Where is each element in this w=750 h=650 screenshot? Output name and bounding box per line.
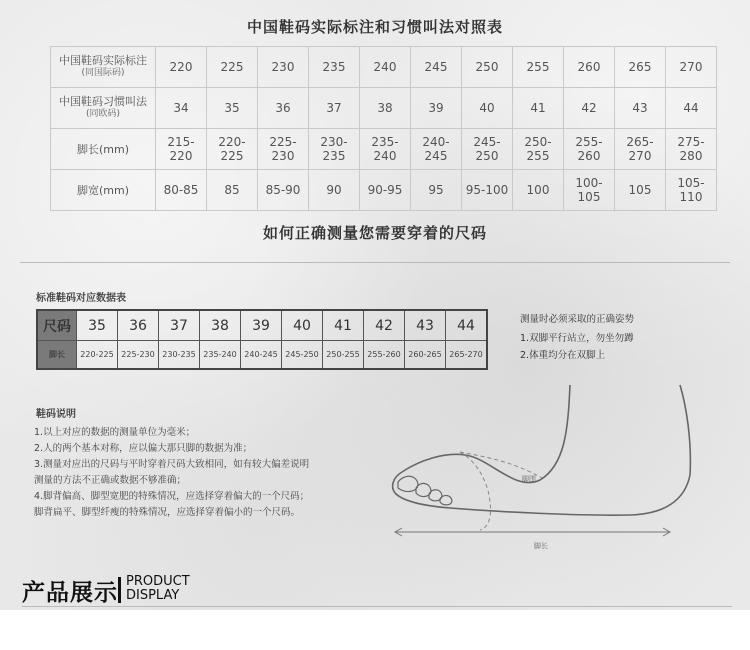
- header-underline: [22, 606, 732, 607]
- note-line: 测量的方法不正确或数据不够准确；: [34, 475, 187, 486]
- size-cell: 40: [282, 310, 323, 341]
- note-line: 1.以上对应的数据的测量单位为毫米；: [34, 427, 196, 438]
- size-table-row: [51, 170, 717, 211]
- size-notes-title: 鞋码说明: [36, 409, 76, 420]
- table-cell: 225: [207, 47, 258, 88]
- table-cell: 95: [411, 170, 462, 211]
- table-cell: 260: [564, 47, 615, 88]
- table-cell: 43: [615, 88, 666, 129]
- table-cell: 255: [513, 47, 564, 88]
- foot-illustration: [380, 360, 750, 570]
- table-cell: 37: [309, 88, 360, 129]
- table-cell: 230: [258, 47, 309, 88]
- table-cell: 275-280: [666, 129, 717, 170]
- table-cell: 250-255: [513, 129, 564, 170]
- table-cell: 85-90: [258, 170, 309, 211]
- length-cell: 255-260: [364, 341, 405, 370]
- foot-width-label: 脚围: [522, 475, 536, 483]
- table-cell: 105-110: [666, 170, 717, 211]
- table-cell: 270: [666, 47, 717, 88]
- posture-line: 1.双脚平行站立，勿坐勿蹲: [520, 333, 634, 344]
- table-cell: 34: [156, 88, 207, 129]
- table-cell: 100-105: [564, 170, 615, 211]
- table-cell: 265-270: [615, 129, 666, 170]
- note-line: 脚背扁平、脚型纤瘦的特殊情况，应选择穿着偏小的一个尺码。: [34, 507, 301, 518]
- size-cell: 37: [159, 310, 200, 341]
- length-cell: 245-250: [282, 341, 323, 370]
- table-cell: 41: [513, 88, 564, 129]
- standard-size-table-title: 标准鞋码对应数据表: [36, 293, 126, 304]
- posture-line: 2.体重均分在双脚上: [520, 350, 606, 361]
- measure-guide-title: 如何正确测量您需要穿着的尺码: [262, 224, 487, 242]
- length-cell: 220-225: [77, 341, 118, 370]
- table-cell: 250: [462, 47, 513, 88]
- size-table-row: [51, 129, 717, 170]
- row-header-label: 中国鞋码实际标注: [59, 54, 147, 67]
- table-cell: 85: [207, 170, 258, 211]
- row-header-sublabel: (同欧码): [85, 109, 121, 119]
- size-cell: 44: [446, 310, 488, 341]
- length-cell: 250-255: [323, 341, 364, 370]
- product-display-header: [22, 573, 732, 607]
- table-cell: 245: [411, 47, 462, 88]
- toe: [440, 495, 452, 504]
- table-cell: 220: [156, 47, 207, 88]
- posture-title: 测量时必须采取的正确姿势: [520, 314, 635, 325]
- note-line: 3.测量对应出的尺码与平时穿着尺码大致相同，如有较大偏差说明: [34, 459, 310, 470]
- table-cell: 240-245: [411, 129, 462, 170]
- row-header: [51, 47, 156, 88]
- table-cell: 240: [360, 47, 411, 88]
- table-cell: 95-100: [462, 170, 513, 211]
- foot-outline: [393, 385, 691, 515]
- row-header: [51, 129, 156, 170]
- note-line: 2.人的两个基本对称，应以偏大那只脚的数据为准；: [34, 443, 253, 454]
- size-cell: 39: [241, 310, 282, 341]
- length-cell: 240-245: [241, 341, 282, 370]
- length-cell: 260-265: [405, 341, 446, 370]
- table-cell: 38: [360, 88, 411, 129]
- table-cell: 265: [615, 47, 666, 88]
- table-cell: 40: [462, 88, 513, 129]
- table-cell: 215-220: [156, 129, 207, 170]
- title-bar: [118, 577, 121, 603]
- size-table-row: [51, 88, 717, 129]
- length-cell: 225-230: [118, 341, 159, 370]
- size-cell: 36: [118, 310, 159, 341]
- table-cell: 225-230: [258, 129, 309, 170]
- toe: [398, 476, 418, 491]
- size-cell: 41: [323, 310, 364, 341]
- length-cell: 265-270: [446, 341, 488, 370]
- length-cell: 230-235: [159, 341, 200, 370]
- length-row-label: 脚长: [37, 341, 77, 370]
- product-display-title: 产品展示: [22, 580, 118, 606]
- table-cell: 235: [309, 47, 360, 88]
- table-cell: 235-240: [360, 129, 411, 170]
- measurement-posture: [520, 311, 634, 364]
- size-notes: [34, 425, 379, 521]
- product-display-en-line2: DISPLAY: [126, 588, 180, 603]
- table-cell: 230-235: [309, 129, 360, 170]
- row-header-sublabel: (同国际码): [81, 68, 125, 78]
- table-cell: 39: [411, 88, 462, 129]
- table-cell: 245-250: [462, 129, 513, 170]
- row-header: [51, 170, 156, 211]
- size-row-label: 尺码: [37, 310, 77, 341]
- table-cell: 42: [564, 88, 615, 129]
- table-cell: 80-85: [156, 170, 207, 211]
- note-line: 4.脚背偏高、脚型宽肥的特殊情况，应选择穿着偏大的一个尺码；: [34, 491, 310, 502]
- row-header-label: 中国鞋码习惯叫法: [59, 95, 147, 108]
- size-cell: 35: [77, 310, 118, 341]
- length-cell: 235-240: [200, 341, 241, 370]
- size-cell: 38: [200, 310, 241, 341]
- row-header: [51, 88, 156, 129]
- table-cell: 105: [615, 170, 666, 211]
- foot-length-label: 脚长: [534, 542, 548, 550]
- product-display-en-line1: PRODUCT: [126, 574, 190, 589]
- size-comparison-table: [50, 46, 717, 211]
- table-cell: 255-260: [564, 129, 615, 170]
- row-header-label: 脚长(mm): [76, 142, 129, 156]
- section-divider: [20, 262, 730, 263]
- table-cell: 90-95: [360, 170, 411, 211]
- table-cell: 90: [309, 170, 360, 211]
- table-cell: 35: [207, 88, 258, 129]
- table-cell: 220-225: [207, 129, 258, 170]
- size-chart-title: 中国鞋码实际标注和习惯叫法对照表: [246, 18, 503, 36]
- table-cell: 44: [666, 88, 717, 129]
- table-cell: 36: [258, 88, 309, 129]
- size-cell: 42: [364, 310, 405, 341]
- table-cell: 100: [513, 170, 564, 211]
- size-cell: 43: [405, 310, 446, 341]
- row-header-label: 脚宽(mm): [76, 183, 129, 197]
- size-table-row: [51, 47, 717, 88]
